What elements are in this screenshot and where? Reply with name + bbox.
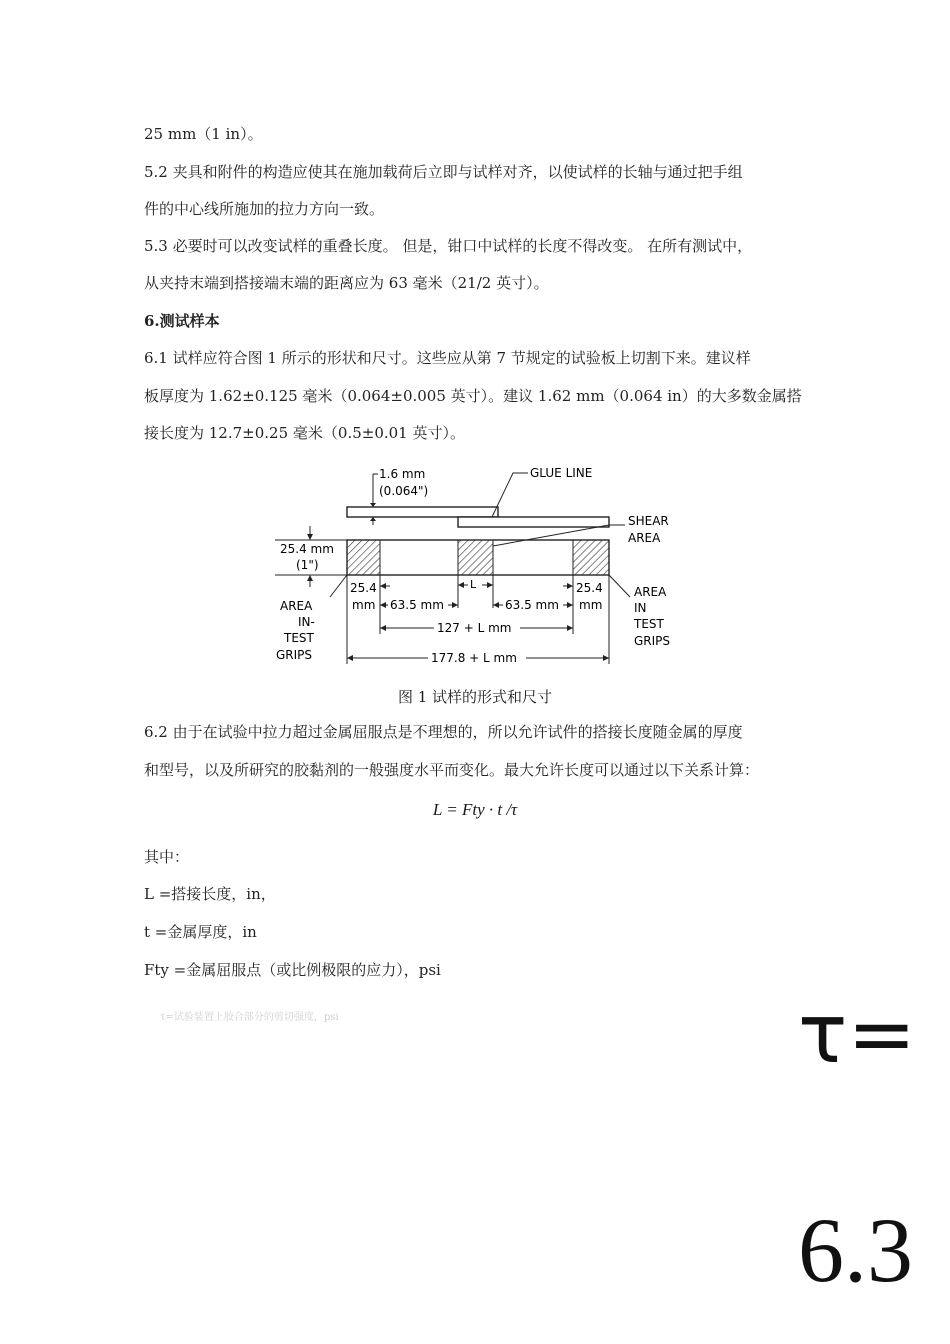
paragraph-line: 板厚度为 1.62±0.125 毫米（0.064±0.005 英寸）。建议 1.62 mm（0.064 in）的大多数金属搭 xyxy=(144,387,802,405)
grips-left-line1: AREA xyxy=(280,599,313,613)
overlap-length-label: L xyxy=(470,578,477,591)
left-distance-label: 63.5 mm xyxy=(390,598,444,612)
paragraph-line: 6.2 由于在试验中拉力超过金属屈服点是不理想的，所以允许试件的搭接长度随金属的厚度 xyxy=(144,723,743,741)
grips-right-line3: TEST xyxy=(634,617,664,631)
grips-left-line4: GRIPS xyxy=(276,648,313,662)
figure-caption: 图 1 试样的形式和尺寸 xyxy=(397,688,553,706)
paragraph-line: 和型号，以及所研究的胶黏剂的一般强度水平而变化。最大允许长度可以通过以下关系计算： xyxy=(144,761,760,779)
section-heading: 6.测试样本 xyxy=(144,312,220,330)
width-label: 25.4 mm xyxy=(280,542,334,556)
oversized-section-number: 6.3 xyxy=(798,1199,913,1301)
formula: L = Fty · t /τ xyxy=(432,800,518,819)
definition-line: L =搭接长度，in， xyxy=(144,885,276,903)
grip-right-value: 25.4 xyxy=(576,581,603,595)
faint-line: τ=试验装置上胶合部分的剪切强度，psi xyxy=(160,1012,339,1023)
thickness-in-label: (0.064") xyxy=(379,484,429,498)
oversized-tau-formula: τ= xyxy=(798,987,917,1082)
total-length-label: 177.8 + L mm xyxy=(431,651,517,665)
grip-right-unit: mm xyxy=(579,598,603,612)
shear-label: SHEAR xyxy=(628,514,669,528)
definition-line: Fty =金属屈服点（或比例极限的应力），psi xyxy=(144,961,441,979)
paragraph-line: 5.3 必要时可以改变试样的重叠长度。 但是，钳口中试样的长度不得改变。 在所有测试中， xyxy=(144,237,753,255)
paragraph-line: 5.2 夹具和附件的构造应使其在施加载荷后立即与试样对齐，以使试样的长轴与通过把手组 xyxy=(144,163,743,181)
grips-right-line2: IN xyxy=(634,601,647,615)
paragraph-line: 接长度为 12.7±0.25 毫米（0.5±0.01 英寸）。 xyxy=(144,424,465,442)
paragraph-line: 件的中心线所施加的拉力方向一致。 xyxy=(144,200,385,218)
specimen-diagram xyxy=(270,462,690,672)
shear-area xyxy=(458,540,493,575)
paragraph-line: 从夹持末端到搭接端末端的距离应为 63 毫米（21/2 英寸）。 xyxy=(144,274,549,292)
grips-right-line1: AREA xyxy=(634,585,667,599)
lower-plate xyxy=(458,517,609,527)
shear-area-label: AREA xyxy=(628,531,661,545)
paragraph-line: 25 mm（1 in）。 xyxy=(144,125,263,143)
definition-line: t =金属厚度，in xyxy=(144,923,257,941)
upper-plate xyxy=(347,507,498,517)
paragraph-line: 6.1 试样应符合图 1 所示的形状和尺寸。这些应从第 7 节规定的试验板上切割下来。建议样 xyxy=(144,349,751,367)
grip-left-unit: mm xyxy=(352,598,376,612)
glue-line-label: GLUE LINE xyxy=(530,466,593,480)
grip-area-right xyxy=(573,540,609,575)
grip-area-left xyxy=(347,540,380,575)
paragraph-line: 其中： xyxy=(144,848,190,866)
grip-left-value: 25.4 xyxy=(350,581,377,595)
grips-left-line2: IN- xyxy=(298,615,315,629)
right-distance-label: 63.5 mm xyxy=(505,598,559,612)
grips-left-line3: TEST xyxy=(284,631,314,645)
thickness-label: 1.6 mm xyxy=(379,467,426,481)
inner-length-label: 127 + L mm xyxy=(437,621,512,635)
width-in-label: (1") xyxy=(296,558,319,572)
grips-right-line4: GRIPS xyxy=(634,634,671,648)
